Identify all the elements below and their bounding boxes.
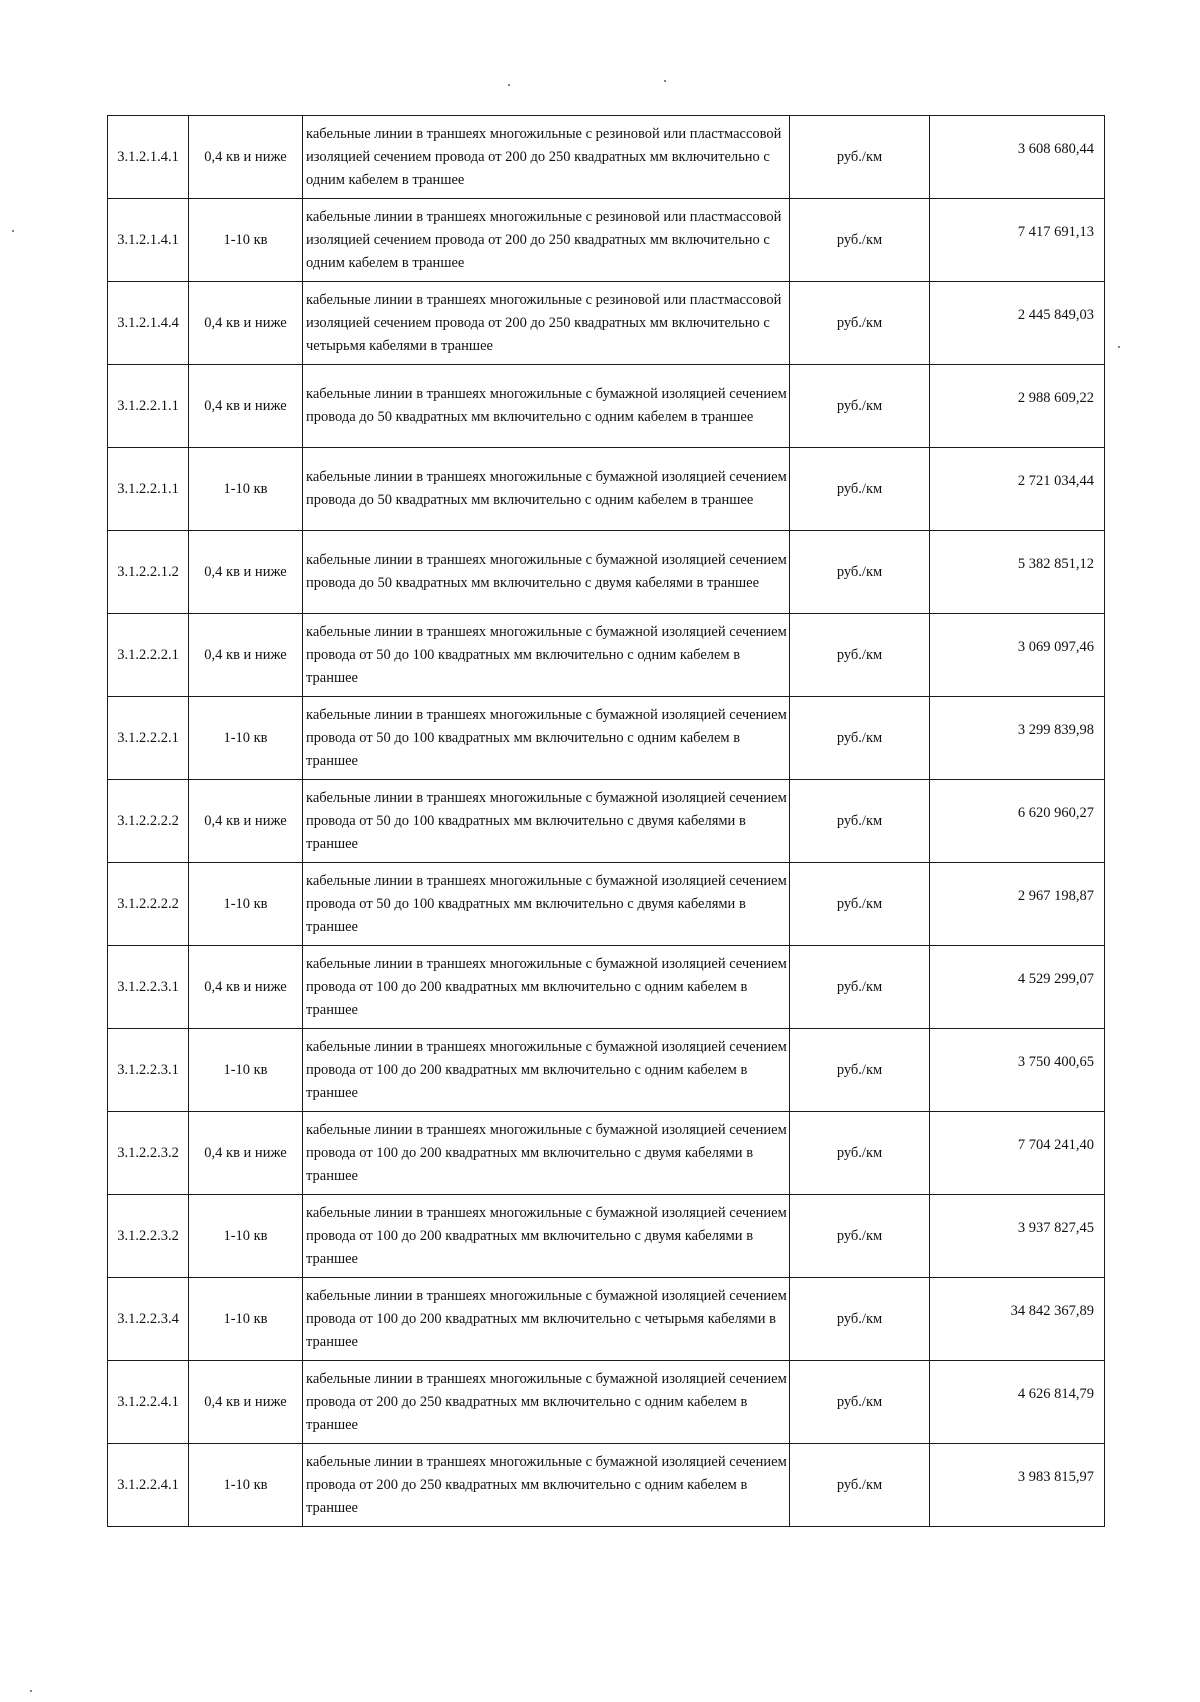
table-row [108,448,1105,531]
row-price-cell [930,531,1105,614]
row-voltage-cell: 1-10 кв [189,1029,303,1112]
row-price-cell [930,863,1105,946]
row-unit-cell: руб./км [790,780,930,863]
row-description-cell: кабельные линии в траншеях многожильные с резиновой или пластмассовой изоляцией сечением провода от 200 до 250 квадратных мм включительно с одним кабелем в траншее [303,116,790,199]
price-value: 2 988 609,22 [1017,389,1094,406]
row-voltage-cell: 1-10 кв [189,863,303,946]
table-row [108,116,1105,199]
row-code-cell: 3.1.2.2.2.2 [108,780,189,863]
table-row [108,282,1105,365]
table-row [108,1444,1105,1527]
row-description-cell: кабельные линии в траншеях многожильные с бумажной изоляцией сечением провода до 50 квадратных мм включительно с одним кабелем в траншее [303,365,790,448]
price-value: 2 721 034,44 [1017,472,1094,489]
row-code-cell: 3.1.2.1.4.1 [108,199,189,282]
table-row [108,1029,1105,1112]
row-code-cell: 3.1.2.2.2.1 [108,614,189,697]
row-unit-cell: руб./км [790,531,930,614]
row-voltage-cell: 1-10 кв [189,1195,303,1278]
row-unit-cell: руб./км [790,697,930,780]
row-unit-cell: руб./км [790,282,930,365]
row-unit-cell: руб./км [790,1029,930,1112]
row-voltage-cell: 0,4 кв и ниже [189,116,303,199]
row-voltage-cell: 0,4 кв и ниже [189,365,303,448]
price-value: 2 967 198,87 [1017,887,1094,904]
row-price-cell [930,697,1105,780]
row-unit-cell: руб./км [790,863,930,946]
row-voltage-cell: 0,4 кв и ниже [189,614,303,697]
row-description-cell: кабельные линии в траншеях многожильные с бумажной изоляцией сечением провода от 100 до 200 квадратных мм включительно с четырьмя кабелями в траншее [303,1278,790,1361]
row-voltage-cell: 0,4 кв и ниже [189,946,303,1029]
row-code-cell: 3.1.2.2.2.2 [108,863,189,946]
row-description-cell: кабельные линии в траншеях многожильные с бумажной изоляцией сечением провода от 100 до 200 квадратных мм включительно с двумя кабелями в траншее [303,1112,790,1195]
row-unit-cell: руб./км [790,199,930,282]
row-code-cell: 3.1.2.1.4.4 [108,282,189,365]
scan-speck [12,230,14,232]
table-row [108,199,1105,282]
row-voltage-cell: 0,4 кв и ниже [189,531,303,614]
row-price-cell [930,282,1105,365]
price-value: 3 983 815,97 [1017,1468,1094,1485]
price-value: 3 608 680,44 [1017,140,1094,157]
row-unit-cell: руб./км [790,1195,930,1278]
row-unit-cell: руб./км [790,1112,930,1195]
price-value: 3 750 400,65 [1017,1053,1094,1070]
row-price-cell [930,365,1105,448]
row-description-cell: кабельные линии в траншеях многожильные с бумажной изоляцией сечением провода от 100 до 200 квадратных мм включительно с двумя кабелями в траншее [303,1195,790,1278]
row-code-cell: 3.1.2.2.3.4 [108,1278,189,1361]
row-voltage-cell: 0,4 кв и ниже [189,780,303,863]
row-description-cell: кабельные линии в траншеях многожильные с резиновой или пластмассовой изоляцией сечением провода от 200 до 250 квадратных мм включительно с четырьмя кабелями в траншее [303,282,790,365]
row-voltage-cell: 0,4 кв и ниже [189,282,303,365]
price-value: 7 417 691,13 [1017,223,1094,240]
row-code-cell: 3.1.2.2.3.2 [108,1112,189,1195]
table-row [108,946,1105,1029]
row-code-cell: 3.1.2.2.1.1 [108,448,189,531]
row-price-cell [930,1278,1105,1361]
row-code-cell: 3.1.2.2.4.1 [108,1444,189,1527]
row-description-cell: кабельные линии в траншеях многожильные с резиновой или пластмассовой изоляцией сечением провода от 200 до 250 квадратных мм включительно с одним кабелем в траншее [303,199,790,282]
price-value: 4 626 814,79 [1017,1385,1094,1402]
row-price-cell [930,448,1105,531]
row-description-cell: кабельные линии в траншеях многожильные с бумажной изоляцией сечением провода от 100 до 200 квадратных мм включительно с одним кабелем в траншее [303,946,790,1029]
scan-speck [1118,346,1120,348]
row-code-cell: 3.1.2.2.3.1 [108,946,189,1029]
table-row [108,1278,1105,1361]
row-unit-cell: руб./км [790,365,930,448]
row-voltage-cell: 1-10 кв [189,448,303,531]
table-row [108,1361,1105,1444]
row-voltage-cell: 0,4 кв и ниже [189,1361,303,1444]
row-price-cell [930,946,1105,1029]
scan-speck [508,84,510,86]
row-unit-cell: руб./км [790,946,930,1029]
row-description-cell: кабельные линии в траншеях многожильные с бумажной изоляцией сечением провода до 50 квадратных мм включительно с одним кабелем в траншее [303,448,790,531]
row-voltage-cell: 1-10 кв [189,697,303,780]
price-value: 2 445 849,03 [1017,306,1094,323]
row-description-cell: кабельные линии в траншеях многожильные с бумажной изоляцией сечением провода от 200 до 250 квадратных мм включительно с одним кабелем в траншее [303,1444,790,1527]
row-voltage-cell: 0,4 кв и ниже [189,1112,303,1195]
price-value: 34 842 367,89 [1010,1302,1094,1319]
table-row [108,1112,1105,1195]
row-description-cell: кабельные линии в траншеях многожильные с бумажной изоляцией сечением провода от 50 до 100 квадратных мм включительно с одним кабелем в траншее [303,614,790,697]
row-unit-cell: руб./км [790,1278,930,1361]
price-value: 6 620 960,27 [1017,804,1094,821]
table-row [108,697,1105,780]
row-price-cell [930,1029,1105,1112]
row-code-cell: 3.1.2.2.1.1 [108,365,189,448]
row-code-cell: 3.1.2.2.3.2 [108,1195,189,1278]
row-price-cell [930,614,1105,697]
price-value: 7 704 241,40 [1017,1136,1094,1153]
row-price-cell [930,1361,1105,1444]
row-code-cell: 3.1.2.1.4.1 [108,116,189,199]
row-unit-cell: руб./км [790,1361,930,1444]
row-price-cell [930,116,1105,199]
row-code-cell: 3.1.2.2.1.2 [108,531,189,614]
row-voltage-cell: 1-10 кв [189,199,303,282]
row-price-cell [930,199,1105,282]
row-voltage-cell: 1-10 кв [189,1278,303,1361]
table-row [108,614,1105,697]
row-description-cell: кабельные линии в траншеях многожильные с бумажной изоляцией сечением провода от 100 до 200 квадратных мм включительно с одним кабелем в траншее [303,1029,790,1112]
row-price-cell [930,1112,1105,1195]
table-row [108,1195,1105,1278]
row-price-cell [930,1195,1105,1278]
row-price-cell [930,1444,1105,1527]
row-price-cell [930,780,1105,863]
price-value: 5 382 851,12 [1017,555,1094,572]
row-voltage-cell: 1-10 кв [189,1444,303,1527]
price-value: 4 529 299,07 [1017,970,1094,987]
scan-speck [664,80,666,82]
table-row [108,531,1105,614]
scan-speck [30,1690,32,1692]
table-row [108,780,1105,863]
row-code-cell: 3.1.2.2.2.1 [108,697,189,780]
row-description-cell: кабельные линии в траншеях многожильные с бумажной изоляцией сечением провода от 50 до 100 квадратных мм включительно с двумя кабелями в траншее [303,863,790,946]
row-unit-cell: руб./км [790,448,930,531]
table-row [108,365,1105,448]
row-description-cell: кабельные линии в траншеях многожильные с бумажной изоляцией сечением провода от 200 до 250 квадратных мм включительно с одним кабелем в траншее [303,1361,790,1444]
price-value: 3 937 827,45 [1017,1219,1094,1236]
row-description-cell: кабельные линии в траншеях многожильные с бумажной изоляцией сечением провода от 50 до 100 квадратных мм включительно с одним кабелем в траншее [303,697,790,780]
table-row [108,863,1105,946]
price-value: 3 299 839,98 [1017,721,1094,738]
row-code-cell: 3.1.2.2.4.1 [108,1361,189,1444]
row-description-cell: кабельные линии в траншеях многожильные с бумажной изоляцией сечением провода до 50 квадратных мм включительно с двумя кабелями в траншее [303,531,790,614]
row-unit-cell: руб./км [790,1444,930,1527]
row-unit-cell: руб./км [790,614,930,697]
row-code-cell: 3.1.2.2.3.1 [108,1029,189,1112]
tariff-table [107,115,1105,1527]
row-description-cell: кабельные линии в траншеях многожильные с бумажной изоляцией сечением провода от 50 до 100 квадратных мм включительно с двумя кабелями в траншее [303,780,790,863]
price-value: 3 069 097,46 [1017,638,1094,655]
tariff-table-body [108,116,1105,1527]
row-unit-cell: руб./км [790,116,930,199]
